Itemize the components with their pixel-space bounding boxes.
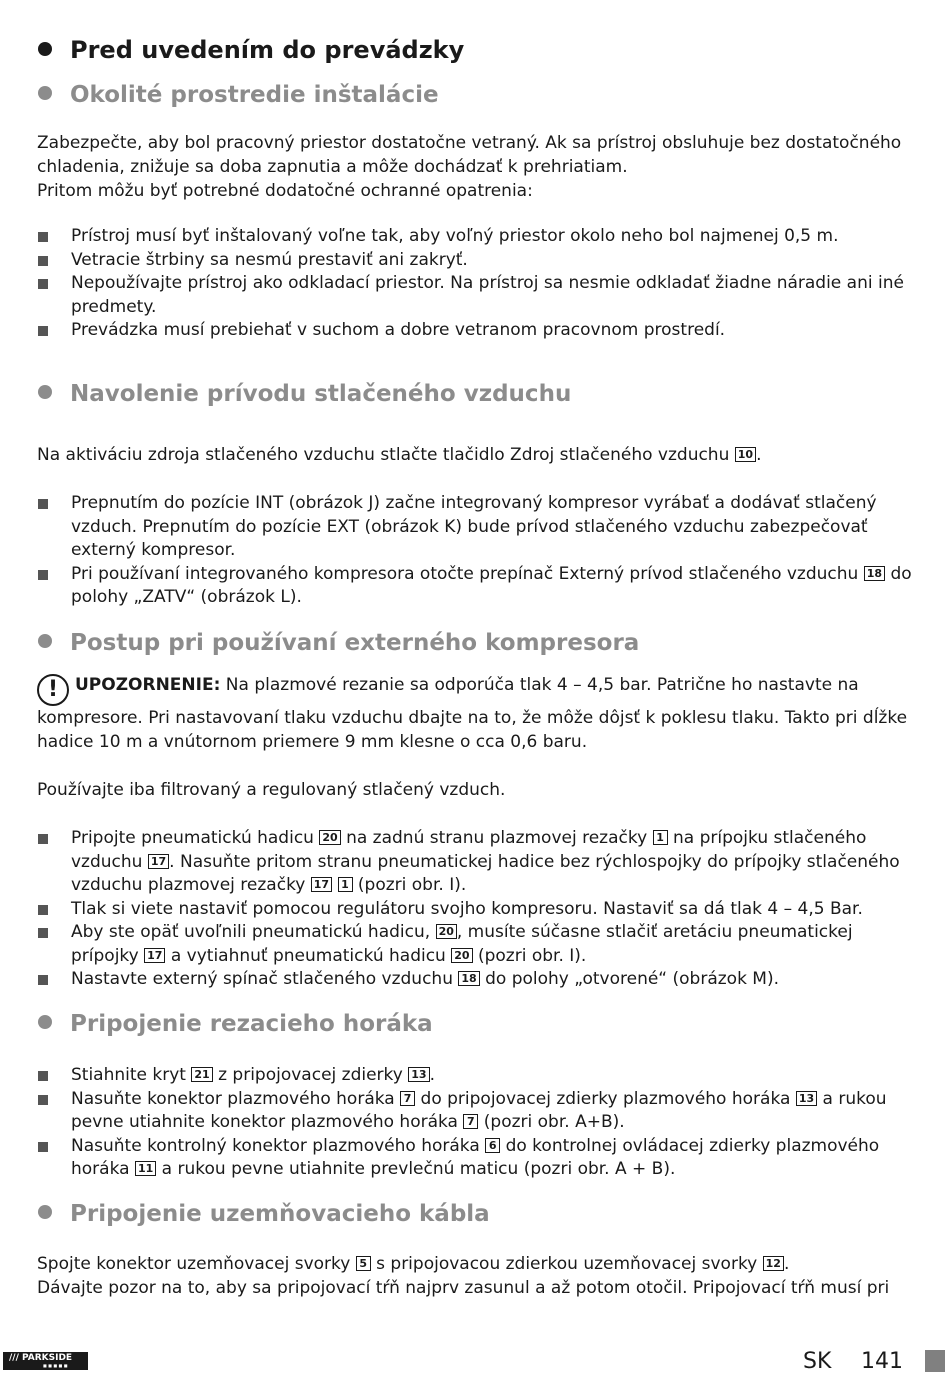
bullet-dot-icon [38,385,52,399]
bullet-dot-icon [38,634,52,648]
list-item: Nasuňte konektor plazmového horáka 7 do pripojovacej zdierky plazmového horáka 13 a rukou pevne utiahnite konektor plazmového horáka 7 (pozri obr. A+B). [37,1088,912,1135]
square-bullet-icon [38,256,48,266]
part-reference: 13 [408,1067,429,1082]
language-code: SK [803,1349,832,1374]
square-bullet-icon [38,570,48,580]
filtered-air-paragraph: Používajte iba filtrovaný a regulovaný stlačený vzduch. [37,780,506,800]
square-bullet-icon [38,928,48,938]
square-bullet-icon [38,232,48,242]
ground-cable-paragraph: Spojte konektor uzemňovacej svorky 5 s pripojovacou zdierkou uzemňovacej svorky 12 . Dávajte pozor na to, aby sa pripojovací tŕň najprv zasunul a až potom otočil. Pripojovací tŕň musí pri [37,1254,890,1298]
part-reference: 1 [653,830,668,845]
warning-exclamation-icon: ! [37,674,69,706]
part-reference: 10 [735,447,756,462]
air-supply-list [37,492,912,610]
list-item: Aby ste opäť uvoľnili pneumatickú hadicu, 20 , musíte súčasne stlačiť aretáciu pneumatickej prípojky 17 a vytiahnuť pneumatickú hadicu 20 (pozri obr. I). [37,921,912,968]
section-heading-air-supply: Navolenie prívodu stlačeného vzduchu [38,381,571,407]
part-reference: 13 [796,1091,817,1106]
part-reference: 7 [400,1091,415,1106]
square-bullet-icon [38,279,48,289]
bullet-dot-icon [38,86,52,100]
square-bullet-icon [38,975,48,985]
part-reference: 6 [485,1138,500,1153]
torch-list [37,1064,912,1182]
section-heading-installation: Okolité prostredie inštalácie [38,82,439,108]
square-bullet-icon [38,834,48,844]
section-heading-external-compressor: Postup pri používaní externého kompresora [38,630,639,656]
bullet-dot-icon [38,1205,52,1219]
list-item: Pri používaní integrovaného kompresora otočte prepínač Externý prívod stlačeného vzduchu 18 do polohy „ZATV“ (obrázok L). [37,563,912,610]
part-reference: 12 [763,1256,784,1271]
list-item: Tlak si viete nastaviť pomocou regulátoru svojho kompresoru. Nastaviť sa dá tlak 4 – 4,5 Bar. [37,898,912,922]
list-item: Nepoužívajte prístroj ako odkladací priestor. Na prístroj sa nesmie odkladať žiadne náradie ani iné predmety. [37,272,912,319]
air-supply-paragraph: Na aktiváciu zdroja stlačeného vzduchu stlačte tlačidlo Zdroj stlačeného vzduchu 10 . [37,445,762,465]
section-heading-ground-cable: Pripojenie uzemňovacieho kábla [38,1201,490,1227]
main-heading: Pred uvedením do prevádzky [38,36,464,64]
part-reference: 20 [436,924,457,939]
part-reference: 21 [191,1067,212,1082]
list-item: Nastavte externý spínač stlačeného vzduchu 18 do polohy „otvorené“ (obrázok M). [37,968,912,992]
section-heading-torch: Pripojenie rezacieho horáka [38,1011,433,1037]
part-reference: 17 [148,854,169,869]
warning-label: UPOZORNENIE: [75,675,221,695]
list-item: Stiahnite kryt 21 z pripojovacej zdierky 13 . [37,1064,912,1088]
square-bullet-icon [38,905,48,915]
square-bullet-icon [38,499,48,509]
bullet-dot-icon [38,1015,52,1029]
part-reference: 20 [319,830,340,845]
list-item: Prístroj musí byť inštalovaný voľne tak, aby voľný priestor okolo neho bol najmenej 0,5 m. [37,225,912,249]
installation-list [37,225,912,343]
part-reference: 18 [458,971,479,986]
parkside-logo: /// PARKSIDE ■ ■ ■ ■ ■ [3,1352,88,1370]
warning-paragraph: ! UPOZORNENIE: Na plazmové rezanie sa odporúča tlak 4 – 4,5 bar. Patrične ho nastavte na kompresore. Pri nastavovaní tlaku vzduchu dbajte na to, že môže dôjsť k poklesu tlaku. Takto pri dĺžke hadice 10 m a vnútornom priemere 9 mm klesne o cca 0,6 baru. [37,675,908,752]
square-bullet-icon [38,1071,48,1081]
page-edge-marker [925,1350,945,1372]
installation-paragraph: Zabezpečte, aby bol pracovný priestor dostatočne vetraný. Ak sa prístroj obsluhuje bez dostatočného chladenia, znižuje sa doba zapnutia a môže dochádzať k prehriatiam. Pritom môžu byť potrebné dodatočné ochranné opatrenia: [37,133,902,201]
part-reference: 17 [311,877,332,892]
list-item: Prevádzka musí prebiehať v suchom a dobre vetranom pracovnom prostredí. [37,319,912,343]
bullet-dot-icon [38,42,52,56]
part-reference: 1 [338,877,353,892]
list-item: Vetracie štrbiny sa nesmú prestaviť ani zakryť. [37,249,912,273]
list-item: Pripojte pneumatickú hadicu 20 na zadnú stranu plazmovej rezačky 1 na prípojku stlačeného vzduchu 17 . Nasuňte pritom stranu pneumatickej hadice bez rýchlospojky do prípojky stlačeného vzduchu plazmovej rezačky 17 1 (pozri obr. I). [37,827,912,898]
list-item: Nasuňte kontrolný konektor plazmového horáka 6 do kontrolnej ovládacej zdierky plazmového horáka 11 a rukou pevne utiahnite prevlečnú maticu (pozri obr. A + B). [37,1135,912,1182]
part-reference: 7 [463,1114,478,1129]
square-bullet-icon [38,1142,48,1152]
page-number: 141 [861,1349,903,1374]
list-item: Prepnutím do pozície INT (obrázok J) začne integrovaný kompresor vyrábať a dodávať stlačený vzduch. Prepnutím do pozície EXT (obrázok K) bude prívod stlačeného vzduchu zabezpečovať externý kompresor. [37,492,912,563]
external-compressor-list [37,827,912,992]
square-bullet-icon [38,326,48,336]
part-reference: 17 [144,948,165,963]
part-reference: 18 [864,566,885,581]
part-reference: 20 [451,948,472,963]
part-reference: 5 [356,1256,371,1271]
part-reference: 11 [135,1161,156,1176]
square-bullet-icon [38,1095,48,1105]
